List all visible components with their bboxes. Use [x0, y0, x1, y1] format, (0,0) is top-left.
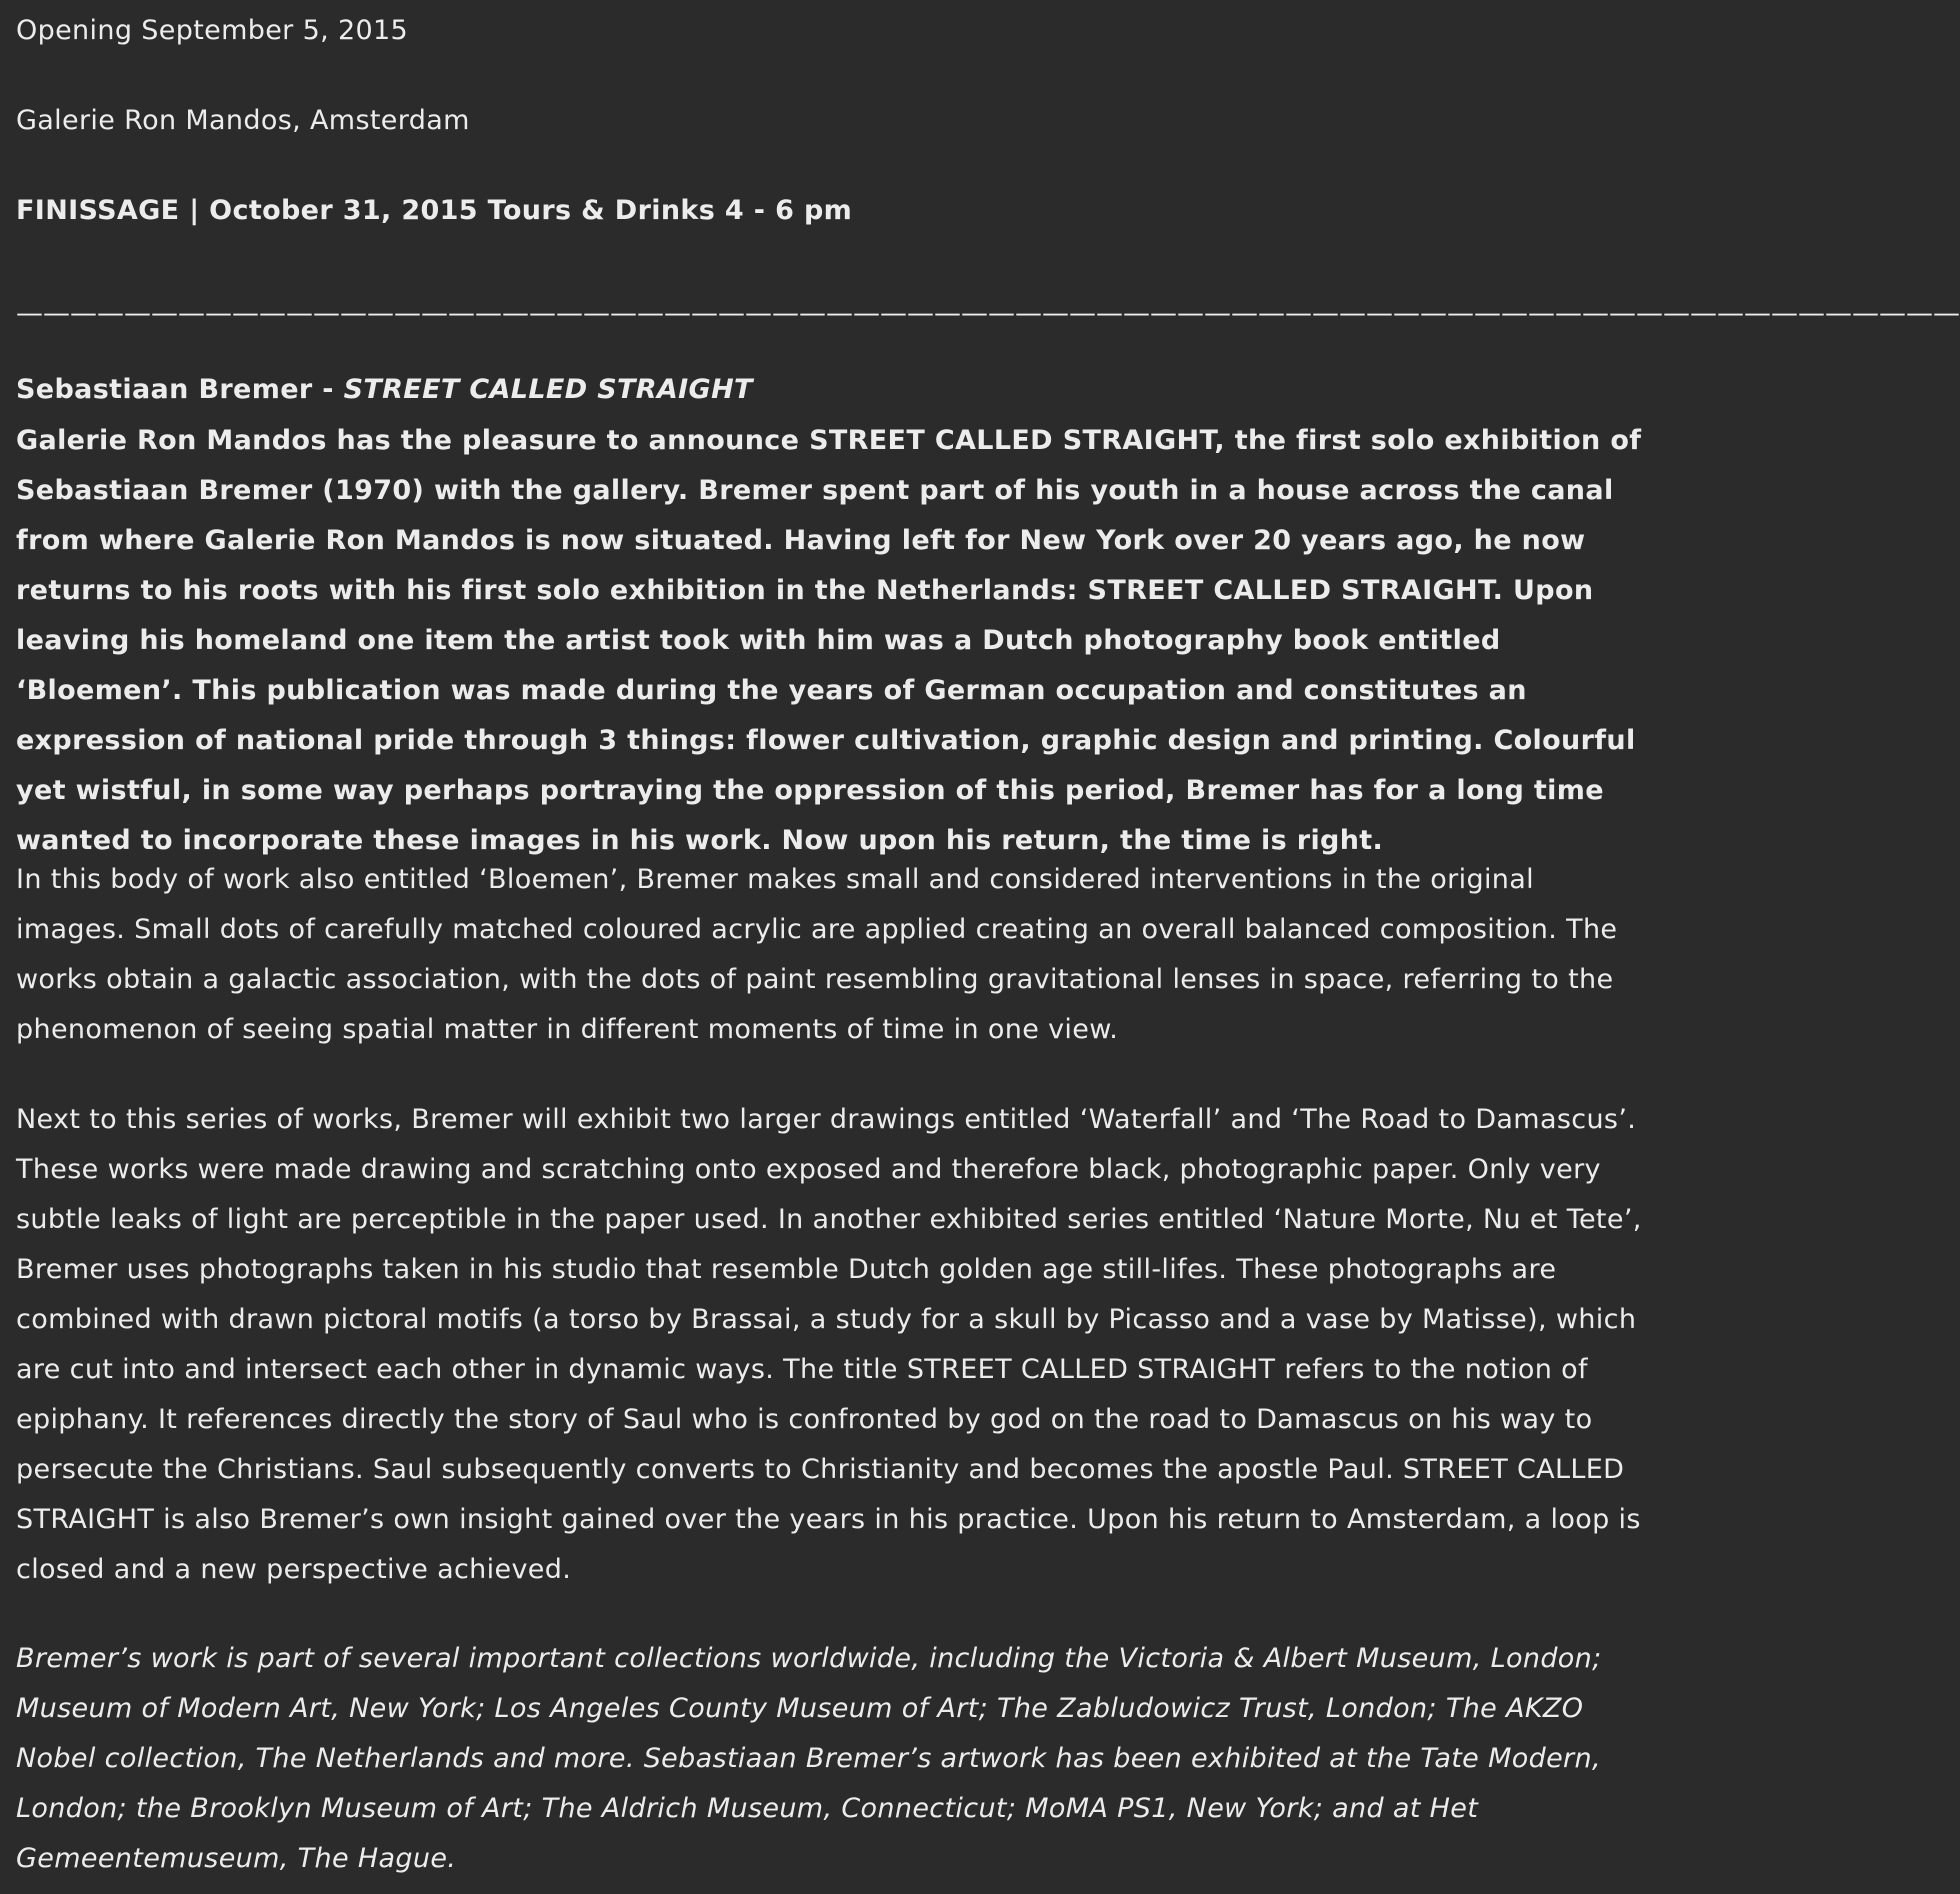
intro-paragraph: Galerie Ron Mandos has the pleasure to announce STREET CALLED STRAIGHT, the first solo exhibition of Sebastiaan Bremer (1970) with the gallery. Bremer spent part of his youth in a house across the canal from where Galerie Ron Mandos is now situated. Having left for New York over 20 years ago, he now returns to his roots with his first solo exhibition in the Netherlands: STREET CALLED STRAIGHT. Upon leaving his homeland one item the artist took with him was a Dutch photography book entitled ‘Bloemen’. This publication was made during the years of German occupation and constitutes an expression of national pride through 3 things: flower cultivation, graphic design and printing. Colourful yet wistful, in some way perhaps portraying the oppression of this period, Bremer has for a long time wanted to incorporate these images in his work. Now upon his return, the time is right. — [16, 425, 1642, 856]
exhibition-heading — [16, 373, 753, 407]
drawings-paragraph: Next to this series of works, Bremer will exhibit two larger drawings entitled ‘Waterfall’ and ‘The Road to Damascus’. These works were made drawing and scratching onto exposed and therefore black, photographic paper. Only very subtle leaks of light are perceptible in the paper used. In another exhibited series entitled ‘Nature Morte, Nu et Tete’, Bremer uses photographs taken in his studio that resemble Dutch golden age still-lifes. These photographs are combined with drawn pictoral motifs (a torso by Brassai, a study for a skull by Picasso and a vase by Matisse), which are cut into and intersect each other in dynamic ways. The title STREET CALLED STRAIGHT refers to the notion of epiphany. It references directly the story of Saul who is confronted by god on the road to Damascus on his way to persecute the Christians. Saul subsequently converts to Christianity and becomes the apostle Paul. STREET CALLED STRAIGHT is also Bremer’s own insight gained over the years in his practice. Upon his return to Amsterdam, a loop is closed and a new perspective achieved. — [16, 1104, 1642, 1585]
opening-date: Opening September 5, 2015 — [16, 15, 409, 46]
collections-paragraph: Bremer’s work is part of several important collections worldwide, including the Victoria & Albert Museum, London; Museum of Modern Art, New York; Los Angeles County Museum of Art; The Zabludowicz Trust, London; The AKZO Nobel collection, The Netherlands and more. Sebastiaan Bremer’s artwork has been exhibited at the Tate Modern, London; the Brooklyn Museum of Art; The Aldrich Museum, Connecticut; MoMA PS1, New York; and at Het Gemeentemuseum, The Hague. — [16, 1643, 1602, 1874]
bloemen-paragraph: In this body of work also entitled ‘Bloemen’, Bremer makes small and considered interventions in the original images. Small dots of carefully matched coloured acrylic are applied creating an overall balanced composition. The works obtain a galactic association, with the dots of paint resembling gravitational lenses in space, referring to the phenomenon of seeing spatial matter in different moments of time in one view. — [16, 864, 1618, 1045]
artist-name: Sebastiaan Bremer - — [16, 374, 344, 405]
finissage-info: FINISSAGE | October 31, 2015 Tours & Drinks 4 - 6 pm — [16, 195, 853, 226]
divider-line: ———————————————————————————————————————————————————————————————————————— — [16, 298, 1960, 329]
gallery-venue: Galerie Ron Mandos, Amsterdam — [16, 105, 470, 136]
exhibition-title: STREET CALLED STRAIGHT — [343, 374, 753, 405]
